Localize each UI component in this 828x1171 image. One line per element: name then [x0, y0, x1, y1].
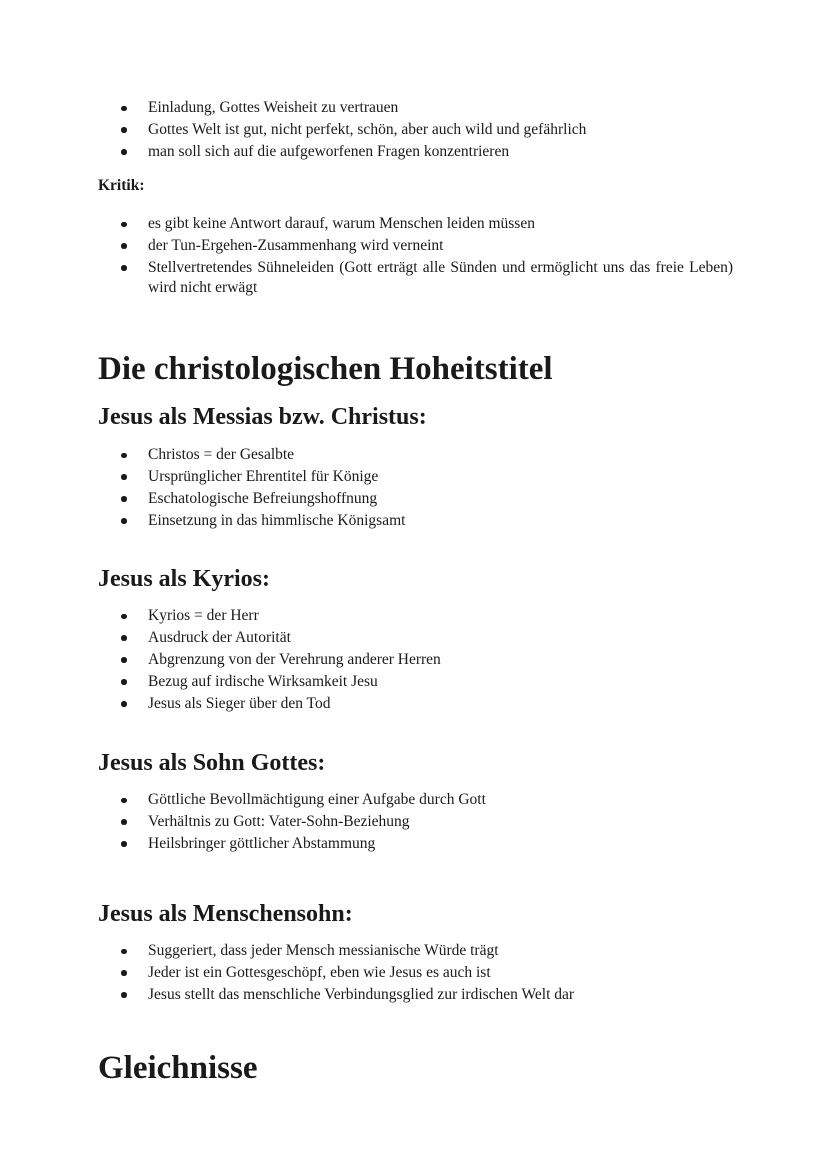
messias-list — [121, 445, 733, 533]
subsection-heading-menschensohn: Jesus als Menschensohn: — [98, 901, 353, 927]
kritik-label: Kritik: — [98, 177, 145, 194]
list-item: Abgrenzung von der Verehrung anderer Herren — [121, 650, 733, 670]
section-title-hoheitstitel: Die christologischen Hoheitstitel — [98, 351, 553, 387]
kyrios-list — [121, 606, 733, 716]
list-item: Bezug auf irdische Wirksamkeit Jesu — [121, 672, 733, 692]
list-item: Göttliche Bevollmächtigung einer Aufgabe durch Gott — [121, 790, 733, 810]
list-item: der Tun-Ergehen-Zusammenhang wird verneint — [121, 236, 733, 256]
menschensohn-list — [121, 941, 733, 1007]
subsection-heading-messias: Jesus als Messias bzw. Christus: — [98, 404, 427, 430]
list-item: Jesus stellt das menschliche Verbindungsglied zur irdischen Welt dar — [121, 985, 733, 1005]
kritik-list — [121, 214, 733, 300]
list-item: Stellvertretendes Sühneleiden (Gott erträgt alle Sünden und ermöglicht uns das freie Leben) wird nicht erwägt — [121, 258, 733, 297]
list-item: Christos = der Gesalbte — [121, 445, 733, 465]
list-item: man soll sich auf die aufgeworfenen Fragen konzentrieren — [121, 142, 733, 162]
list-item: Einsetzung in das himmlische Königsamt — [121, 511, 733, 531]
sohn-gottes-list — [121, 790, 733, 856]
intro-list — [121, 98, 733, 164]
list-item: Ausdruck der Autorität — [121, 628, 733, 648]
list-item: Eschatologische Befreiungshoffnung — [121, 489, 733, 509]
list-item: Jesus als Sieger über den Tod — [121, 694, 733, 714]
list-item: Ursprünglicher Ehrentitel für Könige — [121, 467, 733, 487]
list-item: es gibt keine Antwort darauf, warum Menschen leiden müssen — [121, 214, 733, 234]
list-item: Verhältnis zu Gott: Vater-Sohn-Beziehung — [121, 812, 733, 832]
list-item: Suggeriert, dass jeder Mensch messianische Würde trägt — [121, 941, 733, 961]
subsection-heading-kyrios: Jesus als Kyrios: — [98, 566, 271, 592]
list-item: Kyrios = der Herr — [121, 606, 733, 626]
list-item: Gottes Welt ist gut, nicht perfekt, schön, aber auch wild und gefährlich — [121, 120, 733, 140]
section-title-gleichnisse: Gleichnisse — [98, 1050, 258, 1086]
list-item: Jeder ist ein Gottesgeschöpf, eben wie Jesus es auch ist — [121, 963, 733, 983]
list-item: Heilsbringer göttlicher Abstammung — [121, 834, 733, 854]
subsection-heading-sohn-gottes: Jesus als Sohn Gottes: — [98, 750, 326, 776]
list-item: Einladung, Gottes Weisheit zu vertrauen — [121, 98, 733, 118]
